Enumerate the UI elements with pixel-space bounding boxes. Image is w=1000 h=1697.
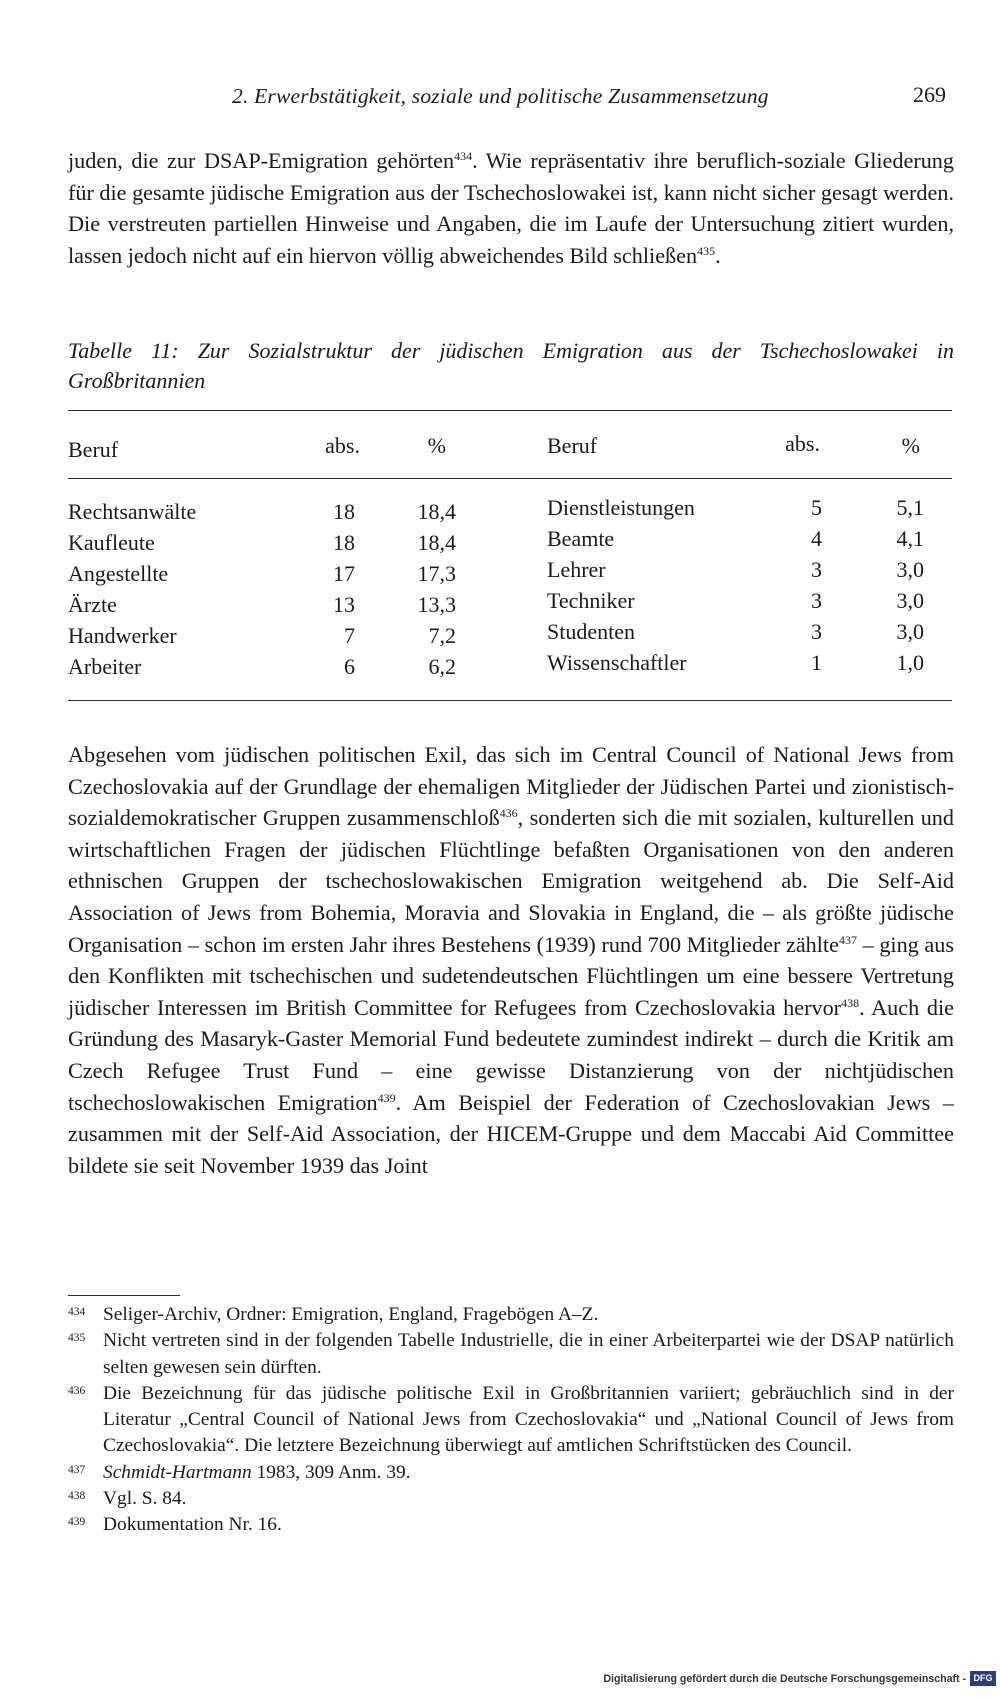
footnote-number: 434 (68, 1306, 86, 1318)
table-cell-pct: 3,0 (896, 557, 924, 582)
table-cell-pct: 3,0 (896, 619, 924, 644)
footnote-number: 439 (68, 1516, 86, 1529)
column-header-pct: % (427, 433, 446, 458)
paragraph-text: . Wie repräsentativ ihre beruflich-soziale Gliederung für die gesamte jüdische Emigration aus der Tschechoslowakei ist, kann nicht sicher gesagt werden. Die verstreuten partiellen Hinweise und Angaben, die im Laufe der Untersuchung zitiert wurden, lassen jedoch nicht auf ein hiervon völlig abweichendes Bild schließen (68, 148, 954, 268)
footnote (68, 1302, 954, 1328)
table-cell-abs: 13 (333, 592, 355, 617)
table-cell-pct: 18,4 (417, 530, 456, 555)
paragraph-main (68, 739, 954, 1181)
table-cell-abs: 3 (811, 557, 822, 582)
running-header: 2. Erwerbstätigkeit, soziale und politische Zusammensetzung (232, 84, 769, 108)
table-cell-beruf: Angestellte (68, 561, 169, 586)
footnote-text (103, 1462, 411, 1483)
table-cell-abs: 5 (811, 495, 822, 520)
table-cell-abs: 17 (333, 561, 355, 586)
digitization-credit: Digitalisierung gefördert durch die Deutsche Forschungsgemeinschaft - (603, 1673, 966, 1685)
footnote (68, 1512, 954, 1538)
table-cell-beruf: Rechtsanwälte (68, 499, 197, 524)
table-cell-abs: 4 (811, 526, 822, 551)
table-cell-pct: 1,0 (896, 650, 924, 675)
footnote-ref[interactable]: 437 (838, 932, 857, 947)
paragraph-text: – ging aus den Konflikten mit tschechischen und sudetendeutschen Flüchtlingen um eine bessere Vertretung jüdischer Interessen im British Committee for Refugees from Czechoslovakia hervor (68, 931, 954, 1020)
table-bottom-rule (68, 700, 952, 701)
table-cell-pct: 5,1 (896, 495, 924, 520)
column-header-beruf: Beruf (547, 433, 598, 458)
column-header-abs: abs. (325, 433, 360, 458)
footnote (68, 1486, 954, 1512)
table-cell-abs: 7 (344, 623, 355, 648)
table-cell-abs: 18 (333, 499, 355, 524)
table-caption: Tabelle 11: Zur Sozialstruktur der jüdischen Emigration aus der Tschechoslowakei in Großbritannien (68, 338, 954, 393)
table-cell-beruf: Handwerker (68, 623, 177, 648)
footnote-ref[interactable]: 438 (841, 995, 860, 1010)
table-cell-abs: 6 (344, 654, 355, 679)
table-cell-beruf: Lehrer (547, 557, 606, 582)
footnote (68, 1381, 954, 1460)
table-cell-abs: 3 (811, 588, 822, 613)
footnote-text: Dokumentation Nr. 16. (103, 1514, 282, 1536)
table-cell-beruf: Studenten (547, 619, 635, 644)
table-cell-pct: 7,2 (428, 623, 456, 648)
footnote-text: Nicht vertreten sind in der folgenden Tabelle Industrielle, die in einer Arbeiterpartei wie der DSAP natürlich selten gewesen sein dürften. (103, 1330, 954, 1378)
table-cell-abs: 1 (811, 650, 822, 675)
column-header-beruf: Beruf (68, 437, 119, 462)
footnote-number: 438 (68, 1490, 86, 1503)
paragraph-text: juden, die zur DSAP-Emigration gehörten (68, 148, 455, 173)
footnote-divider (68, 1295, 180, 1296)
paragraph-text: . (715, 242, 721, 268)
column-header-pct: % (901, 433, 920, 458)
page-number: 269 (913, 82, 946, 107)
paragraph-text: . Am Beispiel der Federation of Czechoslovakian Jews – zusammen mit der Self-Aid Association, der HICEM-Gruppe und dem Maccabi Aid Committee bildete sie seit November 1939 das Joint (68, 1089, 954, 1178)
footnote-ref[interactable]: 439 (377, 1090, 396, 1105)
footnote-text: Seliger-Archiv, Ordner: Emigration, England, Fragebögen A–Z. (103, 1304, 599, 1325)
paragraph-text: Abgesehen vom jüdischen politischen Exil, das sich im Central Council of National Jews from Czechoslovakia auf der Grundlage der ehemaligen Mitglieder der Jüdischen Partei und zionistisch-sozialdemokratischer Gruppen zusammenschloß (68, 742, 954, 831)
paragraph-text: . Auch die Gründung des Masaryk-Gaster Memorial Fund bedeutete zumindest indirekt – durch die Kritik am Czech Refugee Trust Fund – eine gewisse Distanzierung von der nichtjüdischen tschechoslowakischen Emigration (68, 994, 954, 1115)
footnote-citation: 1983, 309 Anm. 39. (251, 1461, 411, 1483)
table-cell-beruf: Dienstleistungen (547, 495, 695, 520)
column-header-abs: abs. (785, 431, 820, 456)
footnote-author: Schmidt-Hartmann (103, 1461, 252, 1483)
footnote (68, 1460, 954, 1486)
footnote-ref[interactable]: 436 (499, 806, 518, 821)
footnote-text: Die Bezeichnung für das jüdische politische Exil in Großbritannien variiert; gebräuchlich sind in der Literatur „Central Council of National Jews from Czechoslovakia“ und „National Council of Jews from Czechoslovakia“. Die letztere Bezeichnung überwiegt auf amtlichen Schriftstücken des Council. (103, 1382, 954, 1457)
table-cell-pct: 18,4 (417, 499, 456, 524)
table-cell-beruf: Kaufleute (68, 530, 155, 555)
paragraph-text: , sonderten sich die mit sozialen, kulturellen und wirtschaftlichen Fragen der jüdischen Flüchtlinge befaßten Organisationen von den anderen ethnischen Gruppen der tschechoslowakischen Emigration weitgehend ab. Die Self-Aid Association of Jews from Bohemia, Moravia and Slovakia in England, die – als größte jüdische Organisation – schon im ersten Jahr ihres Bestehens (1939) rund 700 Mitglieder zählte (68, 805, 954, 957)
footnote-ref[interactable]: 434 (454, 149, 473, 163)
table-cell-abs: 3 (811, 619, 822, 644)
table-top-rule (68, 410, 952, 411)
footnotes (68, 1302, 954, 1539)
table-cell-beruf: Ärzte (68, 592, 117, 617)
dfg-logo-icon: DFG (970, 1671, 996, 1686)
footnote-ref[interactable]: 435 (697, 243, 716, 258)
table-cell-pct: 4,1 (896, 526, 924, 551)
footnote-text: Vgl. S. 84. (103, 1488, 187, 1510)
paragraph-intro (68, 145, 954, 271)
table-cell-pct: 3,0 (896, 588, 924, 613)
table-cell-pct: 13,3 (417, 592, 456, 617)
table-cell-pct: 17,3 (417, 561, 456, 586)
table-header-rule (68, 478, 952, 479)
table-cell-pct: 6,2 (428, 654, 456, 679)
table-cell-beruf: Beamte (547, 526, 615, 551)
table-cell-beruf: Arbeiter (68, 654, 142, 679)
table-cell-beruf: Wissenschaftler (547, 650, 687, 675)
footnote-number: 436 (68, 1384, 86, 1397)
footnote-number: 435 (68, 1332, 86, 1345)
table-cell-abs: 18 (333, 530, 355, 555)
table-cell-beruf: Techniker (547, 588, 635, 613)
footnote (68, 1328, 954, 1381)
footnote-number: 437 (68, 1463, 86, 1476)
